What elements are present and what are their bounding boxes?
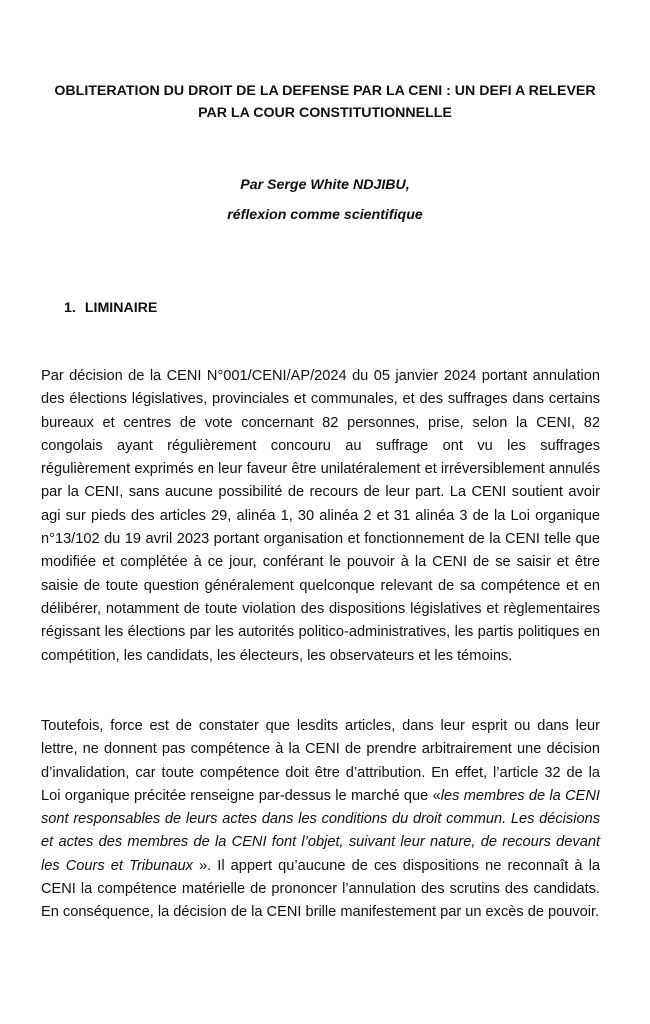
- section-title: LIMINAIRE: [84, 300, 158, 316]
- byline: [40, 170, 610, 230]
- section-number: 1.: [64, 300, 76, 316]
- paragraph-2-quote: les membres de la CENI sont responsables de leurs actes dans les conditions du droit commun. Les décisions et actes des membres de la CENI font l’objet, suivant leur nature, de recours devant les Cours et Tribunaux: [41, 787, 600, 874]
- section-heading: [64, 297, 157, 319]
- paragraph-2-lead: Toutefois, force est de constater que lesdits articles, dans leur esprit ou dans leur lettre, ne donnent pas compétence à la CENI de prendre arbitrairement une décision d’invalidation, car toute compétence doit être d’attribution. En effet, l’article 32 de la Loi organique précitée renseigne par-dessus le marché que «: [41, 718, 600, 804]
- document-title: OBLITERATION DU DROIT DE LA DEFENSE PAR LA CENI : UN DEFI A RELEVER PAR LA COUR CONSTITUTIONNELLE: [54, 83, 596, 121]
- author-line: Par Serge White NDJIBU,: [240, 177, 410, 193]
- paragraph-2: [41, 715, 600, 925]
- author-note: réflexion comme scientifique: [227, 207, 423, 223]
- paragraph-1: Par décision de la CENI N°001/CENI/AP/2024 du 05 janvier 2024 portant annulation des élections législatives, provinciales et communales, et des suffrages dans certains bureaux et centres de vote concernant 82 personnes, prise, selon la CENI, 82 congolais ayant régulièrement concouru au suffrage ont vu les suffrages régulièrement exprimés en leur faveur être unilatéralement et irréversiblement annulés par la CENI, sans aucune possibilité de recours de leur part. La CENI soutient avoir agi sur pieds des articles 29, alinéa 1, 30 alinéa 2 et 31 alinéa 3 de la Loi organique n°13/102 du 19 avril 2023 portant organisation et fonctionnement de la CENI telle que modifiée et complétée à ce jour, conférant le pouvoir à la CENI de se saisir et être saisie de toute question généralement quelconque relevant de sa compétence et en délibérer, notamment de toute violation des dispositions législatives et règlementaires régissant les élections par les autorités politico-administratives, les partis politiques en compétition, les candidats, les électeurs, les observateurs et les témoins.: [41, 368, 600, 664]
- paragraph-2-tail: ». Il appert qu’aucune de ces dispositions ne reconnaît à la CENI la compétence matérielle de prononcer l’annulation des scrutins des candidats. En conséquence, la décision de la CENI brille manifestement par un excès de pouvoir.: [41, 857, 600, 921]
